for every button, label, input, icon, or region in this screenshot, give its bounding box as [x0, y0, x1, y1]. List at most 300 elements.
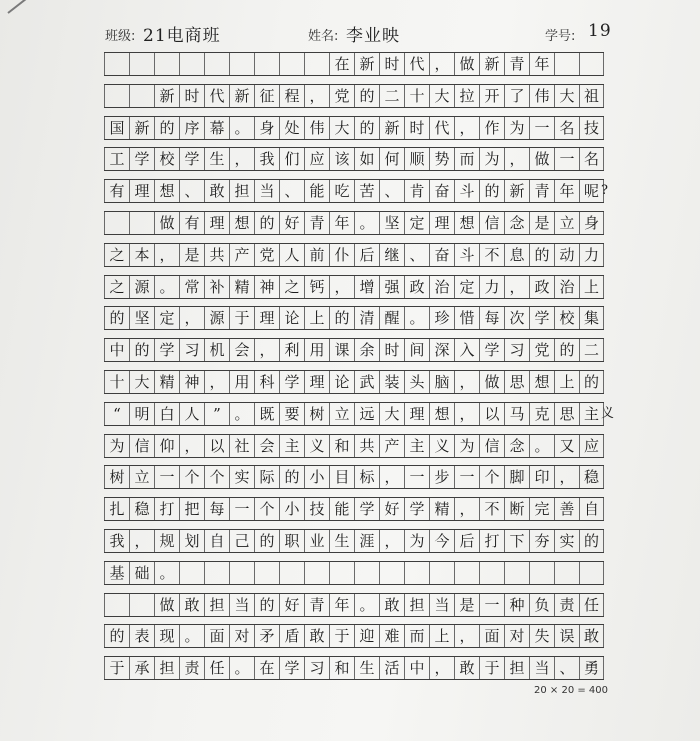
grid-cell: 主: [579, 403, 604, 425]
grid-cell: 表: [129, 625, 154, 647]
grid-cell: [129, 85, 154, 107]
grid-row: [104, 275, 604, 299]
grid-cell: 力: [479, 276, 504, 298]
grid-cell: 和: [329, 657, 354, 679]
grid-row: [104, 624, 604, 648]
grid-cell: 代: [429, 117, 454, 139]
grid-cell: ，: [179, 435, 204, 457]
grid-cell: [129, 594, 154, 616]
grid-cell: 不: [479, 244, 504, 266]
grid-cell: 后: [454, 530, 479, 552]
grid-cell: 生: [354, 657, 379, 679]
grid-cell: 想: [529, 371, 554, 393]
grid-cell: 上: [579, 276, 604, 298]
grid-cell: 该: [329, 148, 354, 170]
grid-cell: 源: [129, 276, 154, 298]
grid-cell: [279, 562, 304, 584]
grid-cell: 。: [154, 562, 179, 584]
grid-cell: 以: [479, 403, 504, 425]
grid-cell: 新: [479, 53, 504, 75]
grid-cell: 对: [229, 625, 254, 647]
grid-cell: 人: [279, 244, 304, 266]
grid-row: [104, 434, 604, 458]
grid-cell: 又: [554, 435, 579, 457]
grid-cell: 有: [104, 180, 129, 202]
grid-cell: 为: [404, 530, 429, 552]
grid-cell: 立: [329, 403, 354, 425]
grid-cell: 想: [229, 212, 254, 234]
grid-cell: ，: [454, 371, 479, 393]
grid-cell: 惜: [454, 307, 479, 329]
grid-cell: ，: [154, 244, 179, 266]
grid-cell: 学: [279, 657, 304, 679]
grid-cell: 精: [429, 498, 454, 520]
grid-cell: 的: [554, 339, 579, 361]
grid-cell: [579, 562, 604, 584]
grid-cell: 年: [554, 180, 579, 202]
grid-row: [104, 306, 604, 330]
grid-cell: 失: [529, 625, 554, 647]
grid-row: [104, 656, 604, 680]
grid-cell: 神: [254, 276, 279, 298]
grid-cell: 义: [304, 435, 329, 457]
grid-cell: 敢: [179, 594, 204, 616]
overflow-punctuation: 义: [601, 405, 615, 421]
grid-cell: 打: [479, 530, 504, 552]
grid-cell: 标: [354, 466, 379, 488]
grid-cell: 学: [479, 339, 504, 361]
grid-cell: 时: [179, 85, 204, 107]
grid-cell: 脚: [504, 466, 529, 488]
grid-cell: 印: [529, 466, 554, 488]
grid-cell: 祖: [579, 85, 604, 107]
grid-cell: [104, 212, 129, 234]
grid-cell: 党: [529, 339, 554, 361]
grid-cell: 大: [379, 403, 404, 425]
grid-row: [104, 497, 604, 521]
grid-cell: 误: [554, 625, 579, 647]
grid-cell: 用: [304, 339, 329, 361]
grid-cell: 补: [204, 276, 229, 298]
grid-cell: 学: [129, 148, 154, 170]
grid-cell: 际: [254, 466, 279, 488]
grid-cell: 大: [429, 85, 454, 107]
grid-cell: “: [104, 403, 129, 425]
grid-cell: 理: [204, 212, 229, 234]
grid-cell: 担: [404, 594, 429, 616]
grid-cell: 产: [379, 435, 404, 457]
grid-row: [104, 370, 604, 394]
grid-cell: 敢: [304, 625, 329, 647]
grid-cell: [254, 53, 279, 75]
grid-cell: 代: [204, 85, 229, 107]
grid-cell: 力: [579, 244, 604, 266]
grid-cell: 治: [429, 276, 454, 298]
grid-cell: 产: [229, 244, 254, 266]
grid-cell: 国: [104, 117, 129, 139]
grid-cell: 。: [179, 625, 204, 647]
grid-cell: 机: [204, 339, 229, 361]
grid-cell: 的: [104, 307, 129, 329]
grid-cell: 青: [304, 594, 329, 616]
name-value: 李业映: [346, 26, 400, 46]
grid-cell: 的: [129, 339, 154, 361]
grid-cell: ”: [204, 403, 229, 425]
grid-cell: 仰: [154, 435, 179, 457]
grid-cell: 既: [254, 403, 279, 425]
grid-cell: 个: [179, 466, 204, 488]
grid-cell: 树: [104, 466, 129, 488]
grid-cell: 担: [154, 657, 179, 679]
grid-cell: 不: [479, 498, 504, 520]
grid-cell: ，: [454, 498, 479, 520]
grid-cell: 的: [154, 117, 179, 139]
grid-cell: 有: [179, 212, 204, 234]
grid-cell: [104, 53, 129, 75]
grid-cell: ，: [254, 339, 279, 361]
grid-cell: 。: [229, 403, 254, 425]
grid-cell: 了: [504, 85, 529, 107]
grid-cell: ，: [429, 53, 454, 75]
grid-row: [104, 211, 604, 235]
grid-cell: [104, 594, 129, 616]
grid-cell: 涯: [354, 530, 379, 552]
grid-cell: [129, 212, 154, 234]
grid-cell: 学: [404, 498, 429, 520]
grid-cell: 处: [279, 117, 304, 139]
grid-cell: 能: [329, 498, 354, 520]
grid-cell: 小: [279, 498, 304, 520]
grid-cell: 责: [179, 657, 204, 679]
grid-cell: 生: [204, 148, 229, 170]
grid-cell: 稳: [579, 466, 604, 488]
grid-cell: 。: [404, 307, 429, 329]
grid-cell: ，: [429, 657, 454, 679]
grid-cell: 想: [154, 180, 179, 202]
grid-cell: 一: [454, 466, 479, 488]
grid-cell: 、: [554, 657, 579, 679]
grid-cell: 肯: [404, 180, 429, 202]
grid-cell: 政: [404, 276, 429, 298]
grid-cell: 迎: [354, 625, 379, 647]
grid-cell: 做: [154, 212, 179, 234]
grid-cell: 斗: [454, 180, 479, 202]
grid-cell: 我: [254, 148, 279, 170]
grid-cell: 个: [204, 466, 229, 488]
grid-cell: 的: [279, 466, 304, 488]
grid-cell: 、: [179, 180, 204, 202]
grid-cell: 前: [304, 244, 329, 266]
grid-cell: 一: [154, 466, 179, 488]
grid-cell: 党: [254, 244, 279, 266]
grid-cell: 的: [479, 180, 504, 202]
grid-cell: 。: [154, 276, 179, 298]
grid-cell: 的: [579, 530, 604, 552]
grid-cell: 武: [354, 371, 379, 393]
grid-cell: 呢: [579, 180, 604, 202]
grid-cell: 于: [479, 657, 504, 679]
grid-cell: 信: [479, 212, 504, 234]
grid-cell: 身: [579, 212, 604, 234]
grid-cell: ，: [204, 371, 229, 393]
grid-cell: ，: [329, 276, 354, 298]
grid-cell: 责: [554, 594, 579, 616]
grid-cell: 之: [279, 276, 304, 298]
grid-cell: 勇: [579, 657, 604, 679]
grid-cell: 年: [529, 53, 554, 75]
grid-cell: 源: [204, 307, 229, 329]
grid-cell: 树: [304, 403, 329, 425]
grid-cell: 精: [229, 276, 254, 298]
grid-cell: 科: [254, 371, 279, 393]
grid-cell: 钙: [304, 276, 329, 298]
grid-cell: 步: [429, 466, 454, 488]
grid-cell: 打: [154, 498, 179, 520]
grid-cell: 论: [329, 371, 354, 393]
grid-cell: 为: [454, 435, 479, 457]
grid-cell: 代: [404, 53, 429, 75]
grid-cell: 治: [554, 276, 579, 298]
grid-cell: 面: [204, 625, 229, 647]
grid-cell: 当: [229, 594, 254, 616]
grid-cell: 上: [554, 371, 579, 393]
grid-cell: 间: [404, 339, 429, 361]
grid-cell: ，: [554, 466, 579, 488]
grid-row: [104, 561, 604, 585]
grid-cell: [179, 562, 204, 584]
grid-cell: 用: [229, 371, 254, 393]
grid-cell: [379, 562, 404, 584]
grid-cell: 明: [129, 403, 154, 425]
grid-row: [104, 338, 604, 362]
grid-cell: 负: [529, 594, 554, 616]
grid-cell: 是: [529, 212, 554, 234]
grid-cell: 活: [379, 657, 404, 679]
grid-cell: 本: [129, 244, 154, 266]
grid-cell: 的: [354, 117, 379, 139]
grid-row: [104, 243, 604, 267]
grid-cell: 应: [579, 435, 604, 457]
grid-cell: [229, 53, 254, 75]
grid-cell: 新: [129, 117, 154, 139]
grid-cell: ，: [304, 85, 329, 107]
grid-cell: 吃: [329, 180, 354, 202]
grid-cell: 继: [379, 244, 404, 266]
grid-cell: 生: [329, 530, 354, 552]
grid-cell: 征: [254, 85, 279, 107]
grid-cell: 信: [129, 435, 154, 457]
grid-cell: 理: [129, 180, 154, 202]
grid-cell: 于: [229, 307, 254, 329]
grid-cell: 一: [529, 117, 554, 139]
grid-cell: [154, 53, 179, 75]
grid-cell: [504, 562, 529, 584]
grid-cell: 脑: [429, 371, 454, 393]
grid-cell: 新: [504, 180, 529, 202]
grid-cell: [329, 562, 354, 584]
grid-cell: 完: [529, 498, 554, 520]
grid-cell: 信: [479, 435, 504, 457]
grid-cell: [229, 562, 254, 584]
grid-cell: 做: [479, 371, 504, 393]
grid-cell: 珍: [429, 307, 454, 329]
grid-cell: [554, 562, 579, 584]
grid-cell: 们: [279, 148, 304, 170]
grid-count-label: 20 × 20 = 400: [534, 685, 609, 696]
grid-cell: 以: [204, 435, 229, 457]
grid-cell: [579, 53, 604, 75]
grid-cell: [179, 53, 204, 75]
grid-cell: 清: [354, 307, 379, 329]
grid-cell: ，: [379, 466, 404, 488]
grid-cell: 断: [504, 498, 529, 520]
grid-cell: 、: [404, 244, 429, 266]
grid-cell: 二: [579, 339, 604, 361]
grid-cell: 顺: [404, 148, 429, 170]
grid-cell: 为: [104, 435, 129, 457]
grid-cell: 头: [404, 371, 429, 393]
grid-cell: 之: [104, 244, 129, 266]
grid-cell: 共: [204, 244, 229, 266]
grid-cell: 上: [429, 625, 454, 647]
grid-cell: 名: [554, 117, 579, 139]
grid-cell: 思: [554, 403, 579, 425]
class-label: 班级:: [105, 29, 136, 44]
grid-cell: 序: [179, 117, 204, 139]
grid-cell: 夯: [529, 530, 554, 552]
grid-row: [104, 179, 608, 203]
grid-cell: 精: [154, 371, 179, 393]
grid-cell: [404, 562, 429, 584]
grid-cell: 名: [579, 148, 604, 170]
grid-cell: 。: [229, 657, 254, 679]
grid-cell: 入: [454, 339, 479, 361]
grid-cell: ，: [179, 307, 204, 329]
grid-cell: 习: [504, 339, 529, 361]
grid-cell: 年: [329, 212, 354, 234]
grid-cell: 息: [504, 244, 529, 266]
grid-cell: 担: [229, 180, 254, 202]
grid-cell: 十: [104, 371, 129, 393]
grid-cell: 要: [279, 403, 304, 425]
grid-cell: 坚: [129, 307, 154, 329]
grid-cell: 我: [104, 530, 129, 552]
grid-cell: 矛: [254, 625, 279, 647]
grid-cell: 担: [204, 594, 229, 616]
grid-cell: 业: [304, 530, 329, 552]
grid-cell: 的: [529, 244, 554, 266]
grid-cell: ，: [379, 530, 404, 552]
grid-cell: 奋: [429, 244, 454, 266]
grid-cell: 中: [404, 657, 429, 679]
grid-cell: 利: [279, 339, 304, 361]
grid-cell: 一: [479, 594, 504, 616]
grid-cell: ，: [454, 403, 479, 425]
grid-cell: [479, 562, 504, 584]
grid-cell: 承: [129, 657, 154, 679]
student-id-label: 学号:: [545, 29, 576, 44]
grid-cell: 和: [329, 435, 354, 457]
grid-cell: 作: [479, 117, 504, 139]
grid-cell: 工: [104, 148, 129, 170]
name-label: 姓名:: [308, 29, 339, 44]
grid-cell: 对: [504, 625, 529, 647]
grid-cell: ，: [229, 148, 254, 170]
grid-cell: 青: [529, 180, 554, 202]
grid-cell: 做: [154, 594, 179, 616]
grid-cell: 敢: [204, 180, 229, 202]
grid-row: [104, 465, 604, 489]
grid-cell: [454, 562, 479, 584]
grid-cell: 一: [554, 148, 579, 170]
grid-cell: 理: [254, 307, 279, 329]
grid-row: [104, 402, 615, 426]
grid-cell: 神: [179, 371, 204, 393]
grid-cell: 个: [254, 498, 279, 520]
grid-cell: ，: [454, 625, 479, 647]
grid-row: [104, 84, 604, 108]
grid-cell: 仆: [329, 244, 354, 266]
grid-cell: 动: [554, 244, 579, 266]
grid-cell: 远: [354, 403, 379, 425]
grid-cell: 新: [154, 85, 179, 107]
grid-cell: 划: [179, 530, 204, 552]
grid-cell: 盾: [279, 625, 304, 647]
grid-row: [104, 147, 604, 171]
grid-cell: 斗: [454, 244, 479, 266]
grid-cell: 青: [504, 53, 529, 75]
grid-cell: 苦: [354, 180, 379, 202]
grid-cell: 年: [329, 594, 354, 616]
grid-cell: 何: [379, 148, 404, 170]
grid-cell: 时: [379, 339, 404, 361]
grid-cell: 拉: [454, 85, 479, 107]
grid-cell: 论: [279, 307, 304, 329]
grid-cell: ，: [129, 530, 154, 552]
grid-cell: 坚: [379, 212, 404, 234]
grid-cell: 职: [279, 530, 304, 552]
grid-cell: 幕: [204, 117, 229, 139]
grid-cell: [104, 85, 129, 107]
grid-cell: 每: [204, 498, 229, 520]
grid-cell: 善: [554, 498, 579, 520]
grid-cell: [354, 562, 379, 584]
grid-cell: 时: [404, 117, 429, 139]
grid-cell: 当: [429, 594, 454, 616]
grid-cell: 敢: [579, 625, 604, 647]
grid-cell: 大: [129, 371, 154, 393]
grid-cell: [129, 53, 154, 75]
grid-cell: 现: [154, 625, 179, 647]
grid-cell: 势: [429, 148, 454, 170]
grid-cell: 规: [154, 530, 179, 552]
grid-cell: 习: [179, 339, 204, 361]
grid-cell: 的: [254, 594, 279, 616]
grid-cell: 。: [354, 212, 379, 234]
grid-cell: 伟: [529, 85, 554, 107]
grid-cell: 实: [554, 530, 579, 552]
paper-fold-mark: [7, 0, 33, 14]
grid-cell: 定: [154, 307, 179, 329]
grid-cell: 当: [529, 657, 554, 679]
class-value: 21电商班: [143, 26, 221, 46]
grid-cell: 能: [304, 180, 329, 202]
grid-cell: 于: [104, 657, 129, 679]
grid-cell: 当: [254, 180, 279, 202]
grid-cell: 二: [379, 85, 404, 107]
grid-cell: 的: [579, 371, 604, 393]
grid-cell: 定: [454, 276, 479, 298]
